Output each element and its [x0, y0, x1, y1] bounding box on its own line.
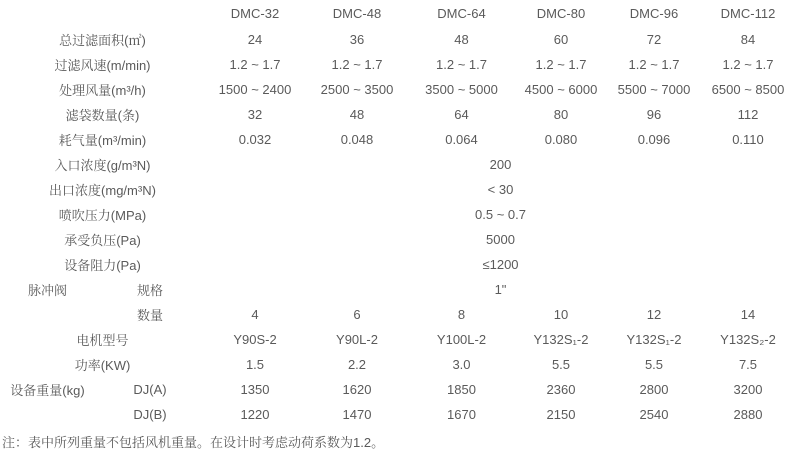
- cell-value: Y90S-2: [233, 332, 277, 347]
- row-label: 设备阻力(Pa): [64, 258, 141, 273]
- table-row: [0, 77, 796, 102]
- cell-value: 1.2 ~ 1.7: [722, 57, 774, 72]
- cell-value: 24: [247, 32, 263, 47]
- table-row: [0, 252, 796, 277]
- merged-value: 0.5 ~ 0.7: [475, 207, 526, 222]
- row-label: 喷吹压力(MPa): [58, 208, 147, 223]
- cell-value: 0.110: [732, 132, 764, 147]
- table-row: [0, 102, 796, 127]
- row-label: 入口浓度(g/m³N): [54, 158, 151, 173]
- table-row: [0, 402, 796, 427]
- table-row: [0, 352, 796, 377]
- table-row: [0, 52, 796, 77]
- merged-value: 1": [494, 282, 507, 297]
- cell-value: 1500 ~ 2400: [218, 82, 292, 97]
- column-header-dmc-48: DMC-48: [332, 6, 382, 21]
- row-label: 电机型号: [76, 333, 129, 348]
- cell-value: 1670: [447, 407, 476, 422]
- row-label: 处理风量(m³/h): [59, 83, 146, 98]
- cell-value: 64: [454, 107, 469, 122]
- table-row: [0, 202, 796, 227]
- cell-value: 12: [646, 307, 662, 322]
- cell-value: 2540: [639, 407, 669, 422]
- cell-value: 0.096: [637, 132, 671, 147]
- cell-value: 80: [553, 107, 569, 122]
- row-label: 总过滤面积(㎡): [59, 33, 146, 48]
- cell-value: 2360: [546, 382, 576, 397]
- cell-value: 10: [553, 307, 569, 322]
- cell-value: 2880: [733, 407, 763, 422]
- merged-value: 5000: [486, 232, 515, 247]
- column-header-dmc-64: DMC-64: [437, 6, 486, 21]
- cell-value: 1.5: [245, 357, 265, 372]
- corner-cell: [0, 0, 205, 27]
- cell-value: 32: [247, 107, 263, 122]
- cell-value: 0.064: [445, 132, 478, 147]
- cell-value: 1.2 ~ 1.7: [628, 57, 680, 72]
- cell-value: 84: [740, 32, 756, 47]
- cell-value: 0.032: [238, 132, 272, 147]
- cell-value: Y90L-2: [336, 332, 378, 347]
- row-label: 过滤风速(m/min): [54, 58, 151, 73]
- cell-value: 14: [740, 307, 756, 322]
- cell-value: 5.5: [644, 357, 664, 372]
- cell-value: 0.048: [340, 132, 374, 147]
- group-label: 设备重量(kg): [10, 383, 85, 398]
- cell-value: 0.080: [544, 132, 578, 147]
- cell-value: 60: [553, 32, 569, 47]
- group-label: [0, 302, 95, 327]
- table-row: [0, 127, 796, 152]
- cell-value: 1.2 ~ 1.7: [229, 57, 281, 72]
- cell-value: 6500 ~ 8500: [711, 82, 785, 97]
- merged-value: ≤1200: [482, 257, 519, 272]
- cell-value: 3200: [733, 382, 763, 397]
- row-label: 滤袋数量(条): [65, 108, 140, 123]
- sub-label: 规格: [136, 283, 163, 298]
- cell-value: 48: [454, 32, 469, 47]
- cell-value: 1.2 ~ 1.7: [535, 57, 587, 72]
- cell-value: Y132S₁-2: [626, 332, 682, 347]
- cell-value: 3.0: [452, 357, 471, 372]
- table-row: [0, 227, 796, 252]
- footnote: 注：表中所列重量不包括风机重量。在设计时考虑动荷系数为1.2。: [2, 435, 385, 450]
- cell-value: 1850: [447, 382, 476, 397]
- sub-label: DJ(A): [133, 382, 167, 397]
- cell-value: 36: [349, 32, 365, 47]
- cell-value: 96: [646, 107, 662, 122]
- table-row: [0, 152, 796, 177]
- cell-value: 2150: [546, 407, 576, 422]
- table-row: [0, 177, 796, 202]
- table-row: [0, 377, 796, 402]
- cell-value: 6: [353, 307, 361, 322]
- cell-value: 1.2 ~ 1.7: [331, 57, 383, 72]
- row-label: 承受负压(Pa): [64, 233, 141, 248]
- cell-value: 5500 ~ 7000: [617, 82, 691, 97]
- cell-value: 5.5: [551, 357, 571, 372]
- table-row: [0, 277, 796, 302]
- merged-value: 200: [489, 157, 512, 172]
- row-label: 功率(KW): [74, 358, 131, 373]
- cell-value: 4: [251, 307, 259, 322]
- cell-value: 2500 ~ 3500: [320, 82, 394, 97]
- sub-label: DJ(B): [133, 407, 167, 422]
- cell-value: Y100L-2: [436, 332, 487, 347]
- cell-value: 72: [646, 32, 662, 47]
- merged-value: < 30: [487, 182, 514, 197]
- row-label: 出口浓度(mg/m³N): [49, 183, 156, 198]
- cell-value: 1350: [240, 382, 270, 397]
- column-header-dmc-80: DMC-80: [536, 6, 586, 21]
- cell-value: 1620: [342, 382, 372, 397]
- column-header-dmc-112: DMC-112: [720, 6, 776, 21]
- cell-value: 4500 ~ 6000: [524, 82, 598, 97]
- table-row: [0, 302, 796, 327]
- cell-value: 1220: [240, 407, 270, 422]
- column-header-dmc-32: DMC-32: [230, 6, 280, 21]
- cell-value: 2800: [639, 382, 669, 397]
- cell-value: Y132S₂-2: [720, 332, 776, 347]
- table-row: [0, 27, 796, 52]
- cell-value: 1470: [342, 407, 372, 422]
- cell-value: 48: [349, 107, 365, 122]
- cell-value: Y132S₁-2: [533, 332, 589, 347]
- row-label: 耗气量(m³/min): [58, 133, 147, 148]
- header-row: [0, 0, 796, 27]
- group-label: 脉冲阀: [27, 283, 67, 298]
- cell-value: 7.5: [738, 357, 758, 372]
- cell-value: 2.2: [347, 357, 367, 372]
- table-row: [0, 327, 796, 352]
- cell-value: 3500 ~ 5000: [425, 82, 498, 97]
- group-label: [0, 402, 95, 427]
- cell-value: 8: [457, 307, 466, 322]
- sub-label: 数量: [136, 308, 163, 323]
- cell-value: 1.2 ~ 1.7: [436, 57, 487, 72]
- cell-value: 112: [737, 107, 759, 122]
- column-header-dmc-96: DMC-96: [629, 6, 679, 21]
